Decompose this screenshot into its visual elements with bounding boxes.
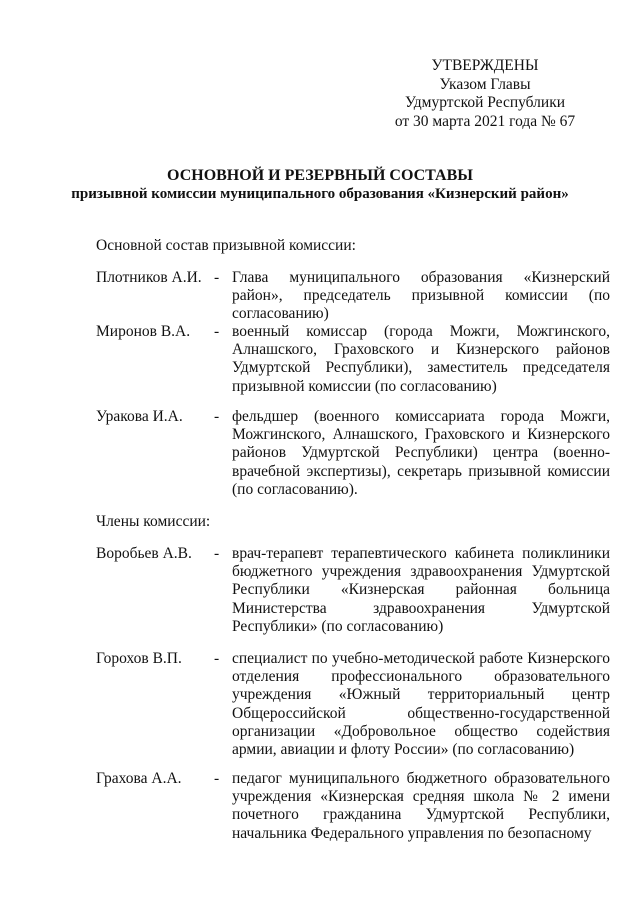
person-name: Уракова И.А.	[96, 408, 183, 425]
person-position: военный комиссар (города Можги, Можгинского, Алнашского, Граховского и Кизнерского районов Удмуртской Республики), заместитель председателя призывной комиссии (по согласованию)	[232, 323, 610, 395]
person-name: Грахова А.А.	[96, 770, 182, 787]
person-name: Плотников А.И.	[96, 269, 202, 286]
approval-line-date: от 30 марта 2021 года № 67	[394, 112, 576, 130]
approval-line-decree: Указом Главы	[439, 75, 531, 93]
approval-line-republic: Удмуртской Республики	[404, 94, 566, 111]
dash-separator: -	[214, 650, 220, 667]
dash-separator: -	[214, 269, 220, 286]
document-title: ОСНОВНОЙ И РЕЗЕРВНЫЙ СОСТАВЫ	[167, 167, 473, 184]
person-position: врач-терапевт терапевтического кабинета поликлиники бюджетного учреждения здравоохранения Удмуртской Республики «Кизнерская районная больница Министерства здравоохранения Удмуртской Республики» (по согласованию)	[232, 545, 610, 635]
main-section-heading: Основной состав призывной комиссии:	[96, 237, 356, 254]
person-position: фельдшер (военного комиссариата города Можги, Можгинского, Алнашского, Граховского и Кизнерского районов Удмуртской Республики) центра (военно-врачебной экспертизы), секретарь призывной комиссии (по согласованию).	[232, 408, 610, 498]
dash-separator: -	[214, 408, 220, 425]
person-position: педагог муниципального бюджетного образовательного учреждения «Кизнерская средняя школа № 2 имени почетного гражданина Удмуртской Республики, начальника Федерального управления по безопасному	[232, 770, 610, 842]
document-title-block	[40, 166, 600, 204]
person-name: Миронов В.А.	[96, 323, 191, 340]
approval-stamp	[360, 57, 610, 131]
person-position: специалист по учебно-методической работе Кизнерского отделения профессионального образовательного учреждения «Южный территориальный центр Общероссийской общественно-государственной организации «Добровольное общество содействия армии, авиации и флоту России» (по согласованию)	[232, 650, 610, 759]
person-name: Горохов В.П.	[96, 650, 182, 667]
dash-separator: -	[214, 770, 220, 787]
person-position: Глава муниципального образования «Кизнерский район», председатель призывной комиссии (по согласованию)	[232, 269, 610, 323]
approval-line-approved: УТВЕРЖДЕНЫ	[431, 57, 539, 74]
document-subtitle: призывной комиссии муниципального образования «Кизнерский район»	[71, 186, 569, 202]
members-section-heading: Члены комиссии:	[96, 513, 211, 530]
dash-separator: -	[214, 545, 220, 562]
dash-separator: -	[214, 323, 220, 340]
person-name: Воробьев А.В.	[96, 545, 192, 562]
